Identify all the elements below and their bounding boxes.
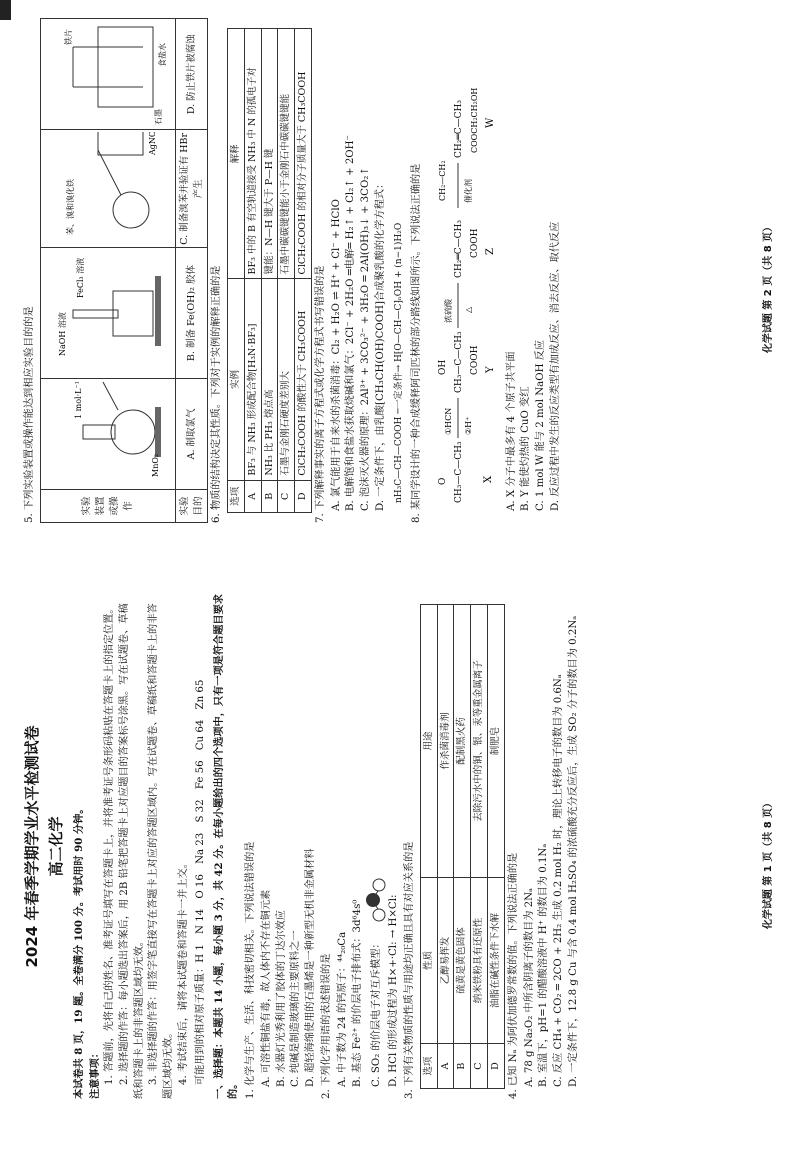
- apparatus-row-label: 实验目的: [175, 490, 208, 523]
- table-cell: 去除污水中的铜、银、汞等重金属离子: [471, 605, 488, 878]
- question-4-option-b: B. 室温下，pH=1 的醋酸溶液中 H⁺ 的数目为 0.1Nₐ: [538, 843, 550, 1087]
- page-1: [0, 576, 794, 1151]
- table-cell: 作杀菌消毒剂: [437, 605, 454, 878]
- table-cell: C: [278, 480, 295, 512]
- table-cell: C: [471, 1044, 488, 1089]
- question-1-option-d: D. 超轻海绵使用的石墨烯是一种新型无机非金属材料: [305, 848, 317, 1087]
- svg-text:CH₃—C—CH₃: CH₃—C—CH₃: [453, 331, 464, 393]
- question-1-stem: 1. 化学与生产、生活、科技密切相关。下列说法错误的是: [245, 841, 257, 1099]
- question-6-table: [227, 28, 312, 513]
- synthesis-route-diagram: [431, 23, 501, 513]
- table-row: [295, 29, 312, 513]
- exam-intro: 本试卷共 8 页，19 题。全卷满分 100 分。考试用时 90 分钟。: [72, 803, 85, 1099]
- polylactic-acid-equation: nH₃C—CH—COOH ─一定条件→ H⁅O—CH—C⁆ₙOH + (n−1)H₂O: [393, 222, 404, 503]
- question-7-stem: 7. 下列解释事实的离子方程式或化学方程式书写错误的是: [314, 265, 326, 523]
- svg-text:COOCH₂CH₂OH: COOCH₂CH₂OH: [469, 87, 479, 153]
- atomic-masses: 可能用到的相对原子质量：H 1 N 14 O 16 Na 23 S 32 Fe 56 Cu 64 Zn 65: [194, 679, 206, 1085]
- reagent-label: 催化剂: [463, 179, 473, 203]
- compound-label: Z: [484, 248, 496, 255]
- table-header: 实例: [228, 279, 245, 480]
- so2-vsepr-model-icon: [365, 877, 387, 923]
- apparatus-target: B. 制备 Fe(OH)₂ 胶体: [175, 248, 208, 379]
- table-cell: 键能：N—H 键大于 P—H 键: [261, 29, 278, 279]
- table-cell: B: [454, 1044, 471, 1089]
- table-row: [454, 605, 471, 1089]
- svg-text:COOH: COOH: [469, 228, 480, 258]
- apparatus-label: 铁片: [63, 29, 73, 46]
- table-cell: 配制黑火药: [454, 605, 471, 878]
- question-5-stem: 5. 下列实验装置或操作能达到相应实验目的的是: [24, 306, 35, 523]
- synthesis-route-scheme: [431, 18, 501, 513]
- svg-text:CH₂═C—CH₃: CH₂═C—CH₃: [453, 220, 464, 278]
- svg-text:COOH: COOH: [469, 345, 480, 375]
- table-header: 性质: [420, 877, 437, 1043]
- apparatus-label: FeCl₃ 溶液: [75, 257, 85, 298]
- svg-text:OH: OH: [437, 359, 448, 375]
- compound-label: X: [482, 475, 494, 483]
- question-2-option-b: B. 基态 Fe²⁺ 的价层电子排布式：3d⁶4s⁰: [351, 899, 363, 1087]
- question-4-option-a: A. 78 g Na₂O₂ 中所含阴离子的数目为 2Nₐ: [523, 888, 535, 1087]
- table-header: 解释: [228, 29, 245, 279]
- apparatus-label: 苯、溴和溴化铁: [65, 179, 75, 236]
- question-7-option-c: C. 泡沫灭火器的原理：2Al³⁺ + 3CO₃²⁻ + 3H₂O ═ 2Al(OH)₃↓ + 3CO₂↑: [360, 167, 372, 511]
- question-2-option-d: D. HCl 的形成过程为 H×+·Cl: → H×Cl:: [388, 894, 400, 1087]
- svg-text:O: O: [437, 477, 448, 485]
- question-2-option-a: A. 中子数为 24 的钙原子：⁴⁴₂₀Ca: [336, 931, 348, 1087]
- bromobenzene-apparatus-icon: [43, 132, 173, 245]
- table-cell: B: [261, 480, 278, 512]
- fe-hydroxide-colloid-apparatus-icon: [43, 250, 173, 376]
- apparatus-d: [40, 19, 175, 130]
- question-4-stem: 4. 已知 Nₐ 为阿伏加德罗常数的值。下列说法正确的是: [507, 852, 519, 1099]
- table-cell: 硫黄是黄色固体: [454, 877, 471, 1043]
- reagent-label: ②H⁺: [463, 416, 473, 435]
- exam-title: 2024 年春季学期学业水平检测试卷: [23, 725, 41, 968]
- apparatus-b: [40, 248, 175, 379]
- question-8-option-d: D. 反应过程中发生的反应类型有加成反应、消去反应、取代反应: [550, 221, 561, 511]
- apparatus-label: MnO₂: [150, 453, 160, 477]
- svg-text:CH₃—C—CH₃: CH₃—C—CH₃: [453, 441, 464, 503]
- page-2: [0, 0, 794, 575]
- table-cell: 制肥皂: [487, 605, 504, 878]
- apparatus-row-label: 实验装置或操作: [40, 490, 175, 523]
- table-cell: ClCH₂COOH 的相对分子质量大于 CH₃COOH: [295, 29, 312, 279]
- question-7-option-d: D. 一定条件下，由乳酸[CH₃CH(OH)COOH]合成聚乳酸的化学方程式：: [375, 178, 387, 511]
- question-7-option-a: A. 氯气能用于自来水的杀菌消毒：Cl₂ + H₂O ⇌ H⁺ + Cl⁻ + HClO: [330, 199, 342, 511]
- page-2-footer: 化学试题 第 2 页（共 8 页）: [763, 221, 774, 354]
- question-2-stem: 2. 下列化学用语的表述错误的是: [321, 953, 332, 1099]
- table-row: [437, 605, 454, 1089]
- note-item: 4. 考试结束后，请将本试题卷和答题卡一并上交。: [177, 858, 189, 1085]
- question-8-option-a: A. X 分子中最多有 4 个原子共平面: [505, 351, 517, 511]
- question-2-option-c-text: C. SO₂ 的价层电子对互斥模型：: [371, 938, 383, 1087]
- question-8-option-b: B. Y 能使灼热的 CuO 变红: [520, 386, 532, 511]
- table-cell: 纳米铁粉具有还原性: [471, 877, 488, 1043]
- svg-text:CH₂—CH₂: CH₂—CH₂: [437, 160, 447, 201]
- section-choice-heading: 一、选择题：本题共 14 小题，每小题 3 分，共 42 分。在每小题给出的四个选项中，只有一项是符合题目要求的。: [212, 594, 240, 1099]
- iron-protection-apparatus-icon: [43, 21, 173, 127]
- question-1-option-c: C. 纯碱是制造玻璃的主要原料之一: [290, 930, 302, 1087]
- question-3-table: [420, 604, 505, 1089]
- chlorine-generator-apparatus-icon: [43, 381, 173, 487]
- reagent-label: 浓硫酸: [443, 299, 453, 323]
- reagent-label: ①HCN: [443, 407, 453, 435]
- exam-subtitle: 高二化学: [46, 816, 65, 877]
- apparatus-target: D. 防止铁片被腐蚀: [175, 19, 208, 130]
- question-3-stem: 3. 下列有关物质的性质与用途均正确且具有对应关系的是: [404, 841, 416, 1099]
- table-cell: D: [295, 480, 312, 512]
- apparatus-label: NaOH 溶液: [57, 311, 67, 356]
- apparatus-c: [40, 130, 175, 248]
- table-header: 选项: [228, 480, 245, 512]
- question-8-option-c: C. 1 mol W 能与 2 mol NaOH 反应: [535, 339, 547, 511]
- note-item: 3. 非选择题的作答：用签字笔直接写在答题卡上对应的答题区域内。写在试题卷、草稿纸和答题卡上的非答题区域均无效。: [148, 603, 175, 1099]
- question-4-option-d: D. 一定条件下，12.8 g Cu 与含 0.4 mol H₂SO₄ 的浓硫酸充分反应后，生成 SO₂ 分子的数目为 0.2Nₐ: [567, 615, 579, 1087]
- apparatus-target: A. 制取氯气: [175, 378, 208, 489]
- notes-heading: 注意事项：: [89, 1048, 102, 1099]
- question-6-stem: 6. 物质的结构决定其性质。下列对于实例的解释正确的是: [211, 265, 223, 523]
- apparatus-a: [40, 378, 175, 489]
- compound-label: Y: [484, 366, 496, 373]
- table-header: 用途: [420, 605, 437, 878]
- table-cell: ClCH₂COOH 的酸性大于 CH₃COOH: [295, 279, 312, 480]
- svg-text:CH₂═C—CH₃: CH₂═C—CH₃: [453, 100, 464, 158]
- table-row: [278, 29, 295, 513]
- question-4-option-c: C. 反应 CH₄ + CO₂ ═ 2CO + 2H₂ 生成 0.2 mol H₂ 时，理论上转移电子的数目为 0.6Nₐ: [553, 674, 565, 1087]
- apparatus-label: 1 mol·L⁻¹ 盐酸: [73, 380, 83, 419]
- note-item: 1. 答题前，先将自己的姓名、准考证号填写在答题卡上，并将准考证号条形码粘贴在答题卡上的指定位置。: [104, 603, 116, 1085]
- table-cell: NH₃ 比 PH₃ 熔点高: [261, 279, 278, 480]
- apparatus-label: 食盐水: [157, 43, 167, 68]
- table-cell: BF₃ 中的 B 有空轨道接受 NH₃ 中 N 的孤电子对: [244, 29, 261, 279]
- question-2-option-c: [365, 594, 387, 1099]
- table-cell: 石墨与金刚石硬度差别大: [278, 279, 295, 480]
- reagent-label: △: [463, 306, 473, 313]
- table-row: [471, 605, 488, 1089]
- compound-label: W: [484, 117, 496, 128]
- table-cell: A: [437, 1044, 454, 1089]
- table-cell: BF₃ 与 NH₃ 形成配合物[H₃N·BF₃]: [244, 279, 261, 480]
- table-cell: D: [487, 1044, 504, 1089]
- question-1-option-a: A. 可溶性铜盐有毒，故人体内不存在铜元素: [260, 889, 272, 1087]
- table-row: [244, 29, 261, 513]
- page-1-footer: 化学试题 第 1 页（共 8 页）: [763, 797, 774, 930]
- table-cell: 石墨中碳碳键键能小于金刚石中碳碳键键能: [278, 29, 295, 279]
- table-cell: A: [244, 480, 261, 512]
- table-cell: 油脂在碱性条件下水解: [487, 877, 504, 1043]
- question-7-option-b: B. 电解饱和食盐水获取烧碱和氯气：2Cl⁻ + 2H₂O ═电解═ H₂↑ + Cl₂↑ + 2OH⁻: [345, 135, 357, 511]
- table-cell: 乙醇易挥发: [437, 877, 454, 1043]
- table-header: 选项: [420, 1044, 437, 1089]
- table-row: [487, 605, 504, 1089]
- question-8-stem: 8. 某同学设计的一种合成缓释阿司匹林的部分路线如图所示。下列说法正确的是: [410, 163, 422, 523]
- note-item: 2. 选择题的作答：每小题选出答案后，用 2B 铅笔把答题卡上对应题目的答案标号涂黑。写在试题卷、草稿纸和答题卡上的非答题区域均无效。: [118, 603, 145, 1099]
- question-5-apparatus-table: [40, 18, 209, 523]
- table-row: [261, 29, 278, 513]
- question-1-option-b: B. 水器灯光秀利用了胶体的丁达尔效应: [275, 910, 287, 1087]
- apparatus-target: C. 制备溴苯并验证有 HBr 产生: [175, 130, 208, 248]
- apparatus-label: [147, 132, 157, 156]
- apparatus-label: 石墨: [153, 109, 163, 126]
